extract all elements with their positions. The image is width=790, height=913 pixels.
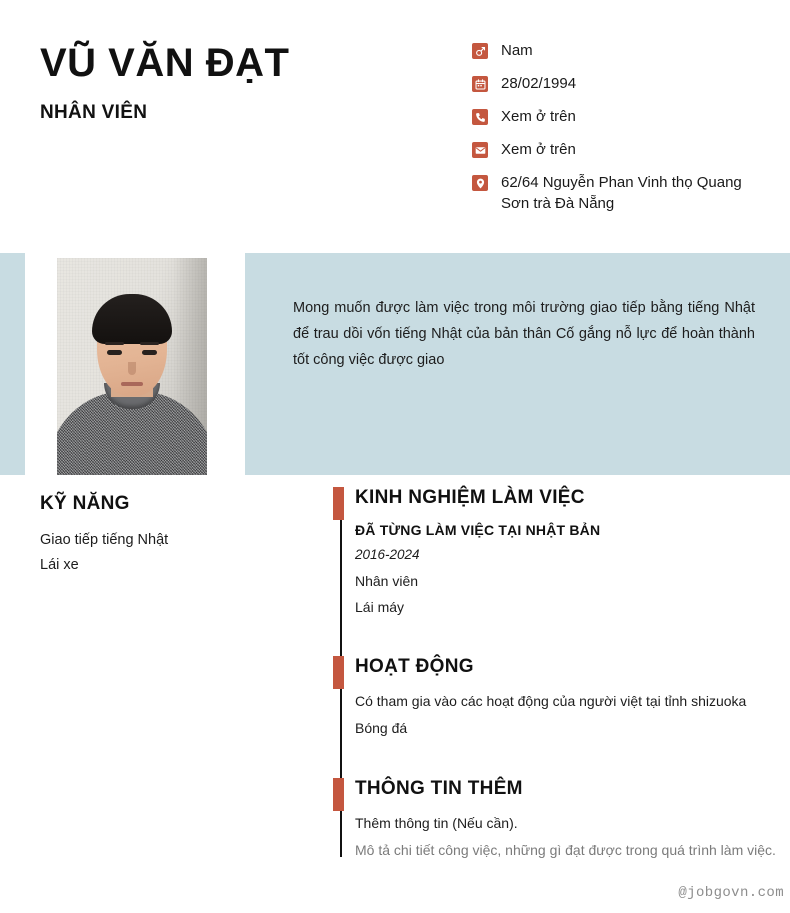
portrait-nose [128, 362, 136, 375]
experience-title: KINH NGHIỆM LÀM VIỆC [355, 487, 585, 508]
portrait-eyebrow-right [140, 342, 159, 345]
cv-header [0, 0, 790, 248]
name-block [40, 40, 289, 124]
portrait-eyebrow-left [105, 342, 124, 345]
portrait-image [57, 258, 207, 475]
section-marker-additional-info [333, 778, 344, 811]
experience-entry-date: 2016-2024 [355, 547, 420, 562]
objective-panel [245, 253, 790, 475]
experience-entry-line: Lái máy [355, 599, 405, 615]
additional-info-title: THÔNG TIN THÊM [355, 778, 523, 799]
experience-entry-line: Nhân viên [355, 573, 419, 589]
timeline-sections [333, 475, 790, 862]
contact-value-email: Xem ở trên [501, 141, 576, 158]
job-title: NHÂN VIÊN [40, 102, 148, 123]
experience-entry-title: ĐÃ TỪNG LÀM VIỆC TẠI NHẬT BẢN [355, 522, 601, 538]
photo-objective-band [0, 253, 790, 475]
location-icon [472, 175, 488, 191]
activities-section [333, 654, 790, 740]
contact-item-gender [472, 40, 772, 61]
additional-info-placeholder: Mô tả chi tiết công việc, những gì đạt được trong quá trình làm việc. [355, 842, 776, 858]
contact-item-birthdate [472, 73, 772, 94]
section-marker-experience [333, 487, 344, 520]
objective-text: Mong muốn được làm việc trong môi trường giao tiếp bằng tiếng Nhật để trau dồi vốn tiếng Nhật của bản thân Cố gắng nỗ lực để hoàn thành tốt công việc được giao [293, 300, 755, 368]
portrait-hair [92, 294, 172, 344]
gender-icon [472, 43, 488, 59]
page-title: VŨ VĂN ĐẠT [40, 41, 290, 85]
phone-icon [472, 109, 488, 125]
portrait-mouth [121, 382, 143, 386]
skills-title: KỸ NĂNG [40, 493, 130, 514]
contact-value-gender: Nam [501, 42, 533, 59]
section-marker-activities [333, 656, 344, 689]
avatar [57, 258, 207, 475]
contact-value-phone: Xem ở trên [501, 108, 576, 125]
watermark: @jobgovn.com [678, 885, 784, 901]
activities-title: HOẠT ĐỘNG [355, 656, 474, 677]
list-item: Giao tiếp tiếng Nhật [40, 532, 169, 548]
cv-body [0, 475, 790, 913]
contact-item-phone [472, 106, 772, 127]
portrait-eye-left [107, 350, 122, 355]
skills-section [40, 493, 290, 578]
activities-line: Có tham gia vào các hoạt động của người việt tại tỉnh shizuoka [355, 693, 747, 709]
left-accent-bar [0, 253, 25, 475]
contact-list [472, 40, 772, 226]
contact-value-address: 62/64 Nguyễn Phan Vinh thọ Quang Sơn trà Đà Nẵng [501, 174, 742, 212]
calendar-icon [472, 76, 488, 92]
list-item: Lái xe [40, 557, 79, 573]
activities-line: Bóng đá [355, 720, 408, 736]
experience-section [333, 485, 790, 617]
additional-info-section [333, 776, 790, 862]
contact-item-address [472, 172, 772, 214]
email-icon [472, 142, 488, 158]
portrait-eye-right [142, 350, 157, 355]
contact-value-birthdate: 28/02/1994 [501, 75, 577, 92]
contact-item-email [472, 139, 772, 160]
additional-info-line: Thêm thông tin (Nếu cần). [355, 815, 518, 831]
